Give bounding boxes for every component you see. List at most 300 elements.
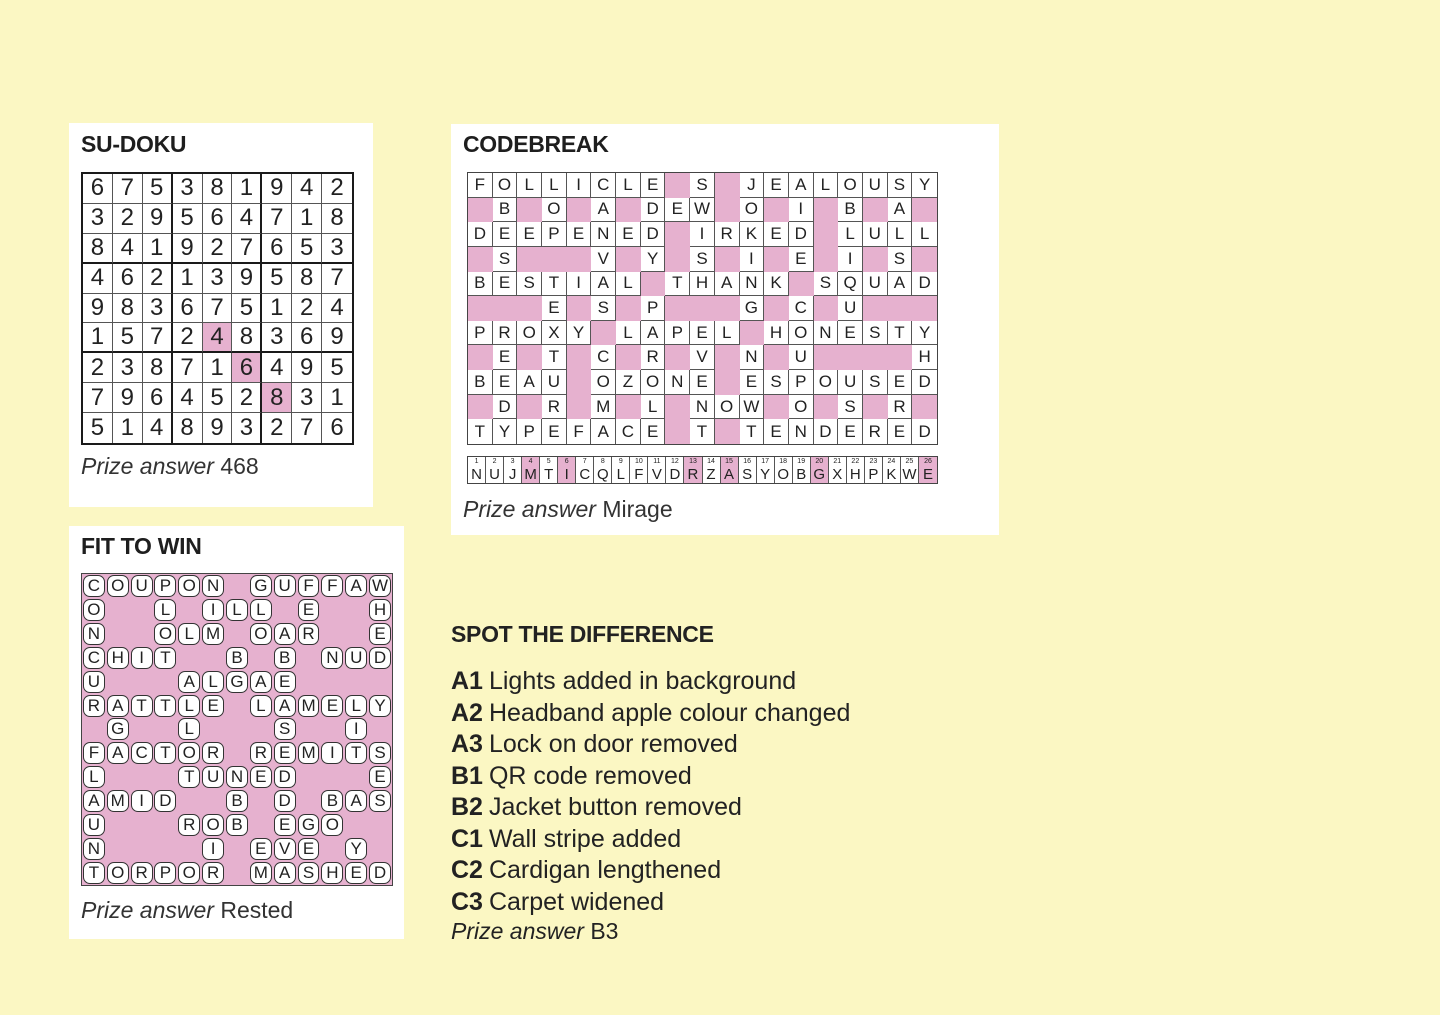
- codebreak-cell: K: [740, 222, 765, 247]
- codebreak-block: [591, 321, 616, 346]
- fit-to-win-letter: A: [250, 671, 272, 693]
- codebreak-cell: E: [641, 419, 666, 444]
- codebreak-cell: D: [912, 370, 937, 395]
- codebreak-cell: D: [493, 395, 518, 420]
- codebreak-block: [838, 345, 863, 370]
- fit-to-win-block: [297, 718, 321, 742]
- fit-to-win-letter: F: [298, 575, 320, 597]
- codebreak-cell: J: [740, 173, 765, 198]
- fit-to-win-letter: O: [202, 814, 224, 836]
- codebreak-cell: E: [542, 419, 567, 444]
- fit-to-win-letter: G: [298, 814, 320, 836]
- codebreak-cell: P: [789, 370, 814, 395]
- codebreak-cell: D: [641, 198, 666, 223]
- codebreak-key-number: 23: [869, 458, 878, 465]
- fit-to-win-cell: [106, 718, 130, 742]
- sudoku-grid: [81, 172, 354, 445]
- fit-to-win-block: [297, 646, 321, 670]
- sudoku-cell: 5: [232, 294, 262, 324]
- codebreak-cell: E: [616, 222, 641, 247]
- codebreak-cell: S: [863, 321, 888, 346]
- codebreak-cell: O: [641, 370, 666, 395]
- codebreak-cell: O: [838, 173, 863, 198]
- codebreak-cell: E: [888, 370, 913, 395]
- fit-to-win-block: [249, 789, 273, 813]
- fit-to-win-block: [130, 813, 154, 837]
- codebreak-block: [912, 296, 937, 321]
- sudoku-cell: 3: [322, 234, 352, 264]
- codebreak-cell: A: [888, 272, 913, 297]
- codebreak-block: [690, 296, 715, 321]
- fit-to-win-letter: U: [202, 766, 224, 788]
- codebreak-cell: F: [567, 419, 592, 444]
- codebreak-block: [764, 198, 789, 223]
- fit-to-win-letter: W: [369, 575, 391, 597]
- codebreak-key-letter: Y: [760, 466, 771, 483]
- fit-to-win-letter: N: [83, 838, 105, 860]
- fit-to-win-letter: N: [321, 647, 343, 669]
- fit-to-win-cell: [273, 789, 297, 813]
- codebreak-block: [814, 247, 839, 272]
- codebreak-cell: S: [690, 247, 715, 272]
- fit-to-win-cell: [154, 861, 178, 885]
- codebreak-cell: T: [888, 321, 913, 346]
- fit-to-win-letter: B: [274, 647, 296, 669]
- fit-to-win-block: [106, 765, 130, 789]
- prize-label: Prize answer: [81, 897, 214, 923]
- codebreak-cell: S: [814, 272, 839, 297]
- codebreak-cell: E: [542, 296, 567, 321]
- fit-to-win-cell: [297, 574, 321, 598]
- fit-to-win-letter: O: [178, 575, 200, 597]
- codebreak-cell: O: [740, 198, 765, 223]
- sudoku-cell: 5: [83, 413, 113, 443]
- fit-to-win-letter: E: [369, 766, 391, 788]
- prize-label: Prize answer: [81, 453, 214, 479]
- codebreak-cell: N: [665, 370, 690, 395]
- sudoku-cell: 6: [113, 264, 143, 294]
- codebreak-cell: S: [838, 395, 863, 420]
- codebreak-key-cell: [504, 457, 522, 483]
- codebreak-cell: R: [715, 222, 740, 247]
- codebreak-cell: I: [789, 198, 814, 223]
- sudoku-cell: 2: [292, 294, 322, 324]
- fit-to-win-cell: [273, 670, 297, 694]
- codebreak-key-cell: [648, 457, 666, 483]
- fit-to-win-cell: [177, 861, 201, 885]
- fit-to-win-cell: [368, 598, 392, 622]
- fit-to-win-cell: [297, 598, 321, 622]
- sudoku-cell: 2: [113, 204, 143, 234]
- codebreak-key-number: 1: [474, 458, 479, 465]
- codebreak-cell: D: [789, 222, 814, 247]
- fit-to-win-cell: [320, 741, 344, 765]
- spot-the-difference-item: [451, 792, 850, 824]
- difference-code: A3: [451, 730, 483, 758]
- fit-to-win-cell: [106, 861, 130, 885]
- codebreak-block: [665, 173, 690, 198]
- fit-to-win-cell: [297, 741, 321, 765]
- codebreak-cell: V: [591, 247, 616, 272]
- fit-to-win-letter: U: [274, 575, 296, 597]
- fit-to-win-block: [201, 789, 225, 813]
- codebreak-cell: E: [764, 173, 789, 198]
- fit-to-win-cell: [201, 765, 225, 789]
- codebreak-cell: E: [789, 247, 814, 272]
- codebreak-key-letter: Z: [706, 466, 716, 483]
- fit-to-win-cell: [249, 765, 273, 789]
- sudoku-cell: 2: [322, 174, 352, 204]
- codebreak-cell: Z: [616, 370, 641, 395]
- fit-to-win-block: [320, 670, 344, 694]
- sudoku-cell: 1: [113, 413, 143, 443]
- codebreak-cell: E: [493, 345, 518, 370]
- codebreak-key-letter: M: [524, 466, 537, 483]
- fit-to-win-letter: M: [202, 623, 224, 645]
- fit-to-win-letter: L: [178, 623, 200, 645]
- codebreak-cell: T: [542, 345, 567, 370]
- codebreak-grid: [467, 172, 938, 445]
- codebreak-cell: E: [740, 370, 765, 395]
- codebreak-key-number: 4: [528, 458, 533, 465]
- fit-to-win-cell: [177, 574, 201, 598]
- codebreak-block: [764, 296, 789, 321]
- codebreak-cell: L: [542, 173, 567, 198]
- fit-to-win-letter: L: [226, 599, 248, 621]
- sudoku-cell: 8: [83, 234, 113, 264]
- fit-to-win-cell: [177, 718, 201, 742]
- fit-to-win-letter: T: [345, 742, 367, 764]
- codebreak-cell: M: [591, 395, 616, 420]
- codebreak-cell: L: [888, 222, 913, 247]
- codebreak-key-cell: [919, 457, 937, 483]
- codebreak-cell: O: [814, 370, 839, 395]
- sudoku-cell: 3: [203, 264, 233, 294]
- codebreak-block: [888, 296, 913, 321]
- fit-to-win-block: [130, 718, 154, 742]
- fit-to-win-cell: [82, 670, 106, 694]
- sudoku-cell: 9: [292, 353, 322, 383]
- codebreak-cell: O: [517, 321, 542, 346]
- fit-to-win-letter: S: [369, 742, 391, 764]
- codebreak-key-letter: H: [849, 466, 861, 483]
- fit-to-win-letter: R: [202, 742, 224, 764]
- codebreak-cell: O: [493, 173, 518, 198]
- fit-to-win-block: [177, 789, 201, 813]
- fit-to-win-block: [130, 837, 154, 861]
- fit-to-win-cell: [106, 574, 130, 598]
- fit-to-win-block: [106, 670, 130, 694]
- codebreak-cell: R: [542, 395, 567, 420]
- fit-to-win-letter: C: [83, 575, 105, 597]
- sudoku-cell: 9: [173, 234, 203, 264]
- fit-to-win-cell: [368, 646, 392, 670]
- fit-to-win-cell: [249, 694, 273, 718]
- fit-to-win-block: [177, 646, 201, 670]
- sudoku-title: SU-DOKU: [81, 131, 187, 157]
- codebreak-cell: E: [493, 370, 518, 395]
- codebreak-block: [789, 272, 814, 297]
- codebreak-key-cell: [630, 457, 648, 483]
- sudoku-cell: 3: [143, 294, 173, 324]
- codebreak-cell: L: [814, 173, 839, 198]
- spot-the-difference-item: [451, 729, 850, 761]
- sudoku-cell: 2: [143, 264, 173, 294]
- codebreak-prize-answer: [463, 496, 673, 523]
- fit-to-win-letter: E: [250, 838, 272, 860]
- sudoku-cell: 9: [113, 383, 143, 413]
- fit-to-win-letter: E: [321, 695, 343, 717]
- fit-to-win-cell: [201, 598, 225, 622]
- fit-to-win-cell: [344, 861, 368, 885]
- fit-to-win-block: [177, 837, 201, 861]
- codebreak-block: [740, 321, 765, 346]
- sudoku-cell: 5: [322, 353, 352, 383]
- codebreak-cell: N: [814, 321, 839, 346]
- fit-to-win-cell: [249, 598, 273, 622]
- sudoku-cell: 7: [262, 204, 292, 234]
- fit-to-win-letter: F: [83, 742, 105, 764]
- fit-to-win-letter: L: [178, 695, 200, 717]
- codebreak-cell: U: [838, 296, 863, 321]
- fit-to-win-letter: D: [369, 647, 391, 669]
- fit-to-win-cell: [154, 741, 178, 765]
- fit-to-win-cell: [177, 813, 201, 837]
- codebreak-cell: I: [740, 247, 765, 272]
- codebreak-cell: Y: [912, 321, 937, 346]
- sudoku-prize-answer: [81, 453, 259, 480]
- codebreak-key-cell: [558, 457, 576, 483]
- codebreak-key-number: 22: [851, 458, 860, 465]
- fit-to-win-block: [106, 813, 130, 837]
- fit-to-win-block: [368, 670, 392, 694]
- fit-to-win-cell: [344, 837, 368, 861]
- difference-code: A1: [451, 667, 483, 695]
- sudoku-cell: 3: [83, 204, 113, 234]
- spot-the-difference-item: [451, 698, 850, 730]
- codebreak-block: [542, 247, 567, 272]
- codebreak-cell: A: [715, 272, 740, 297]
- fit-to-win-letter: D: [274, 790, 296, 812]
- sudoku-cell: 1: [83, 323, 113, 353]
- fit-to-win-letter: A: [107, 742, 129, 764]
- codebreak-cell: B: [493, 198, 518, 223]
- codebreak-key-letter: W: [902, 466, 917, 483]
- fit-to-win-cell: [249, 574, 273, 598]
- spot-the-difference-item: [451, 855, 850, 887]
- codebreak-block: [863, 345, 888, 370]
- sudoku-cell: 2: [83, 353, 113, 383]
- sudoku-cell: 4: [173, 383, 203, 413]
- codebreak-key-cell: [540, 457, 558, 483]
- fit-to-win-block: [130, 670, 154, 694]
- codebreak-key-number: 16: [743, 458, 751, 465]
- codebreak-key-letter: I: [564, 466, 569, 483]
- fit-to-win-block: [249, 646, 273, 670]
- sudoku-cell: 2: [232, 383, 262, 413]
- fit-to-win-cell: [273, 694, 297, 718]
- fit-to-win-letter: L: [83, 766, 105, 788]
- fit-to-win-block: [320, 598, 344, 622]
- fit-to-win-block: [320, 718, 344, 742]
- codebreak-key-number: 11: [653, 458, 661, 465]
- fit-to-win-letter: G: [107, 718, 129, 740]
- codebreak-cell: P: [517, 419, 542, 444]
- fit-to-win-cell: [273, 718, 297, 742]
- codebreak-cell: E: [764, 222, 789, 247]
- sudoku-cell: 1: [232, 174, 262, 204]
- difference-text: Headband apple colour changed: [488, 698, 851, 727]
- codebreak-key-cell: [811, 457, 829, 483]
- codebreak-block: [567, 198, 592, 223]
- spot-the-difference-item: [451, 887, 850, 919]
- codebreak-cell: I: [690, 222, 715, 247]
- codebreak-block: [814, 296, 839, 321]
- codebreak-key-number: 8: [600, 458, 605, 465]
- codebreak-key-number: 18: [779, 458, 788, 465]
- codebreak-block: [616, 198, 641, 223]
- fit-to-win-cell: [273, 646, 297, 670]
- codebreak-cell: T: [740, 419, 765, 444]
- fit-to-win-cell: [130, 861, 154, 885]
- codebreak-block: [641, 272, 666, 297]
- codebreak-key-letter: T: [544, 466, 554, 483]
- fit-to-win-cell: [344, 646, 368, 670]
- codebreak-key-cell: [576, 457, 594, 483]
- codebreak-cell: A: [517, 370, 542, 395]
- fit-to-win-letter: R: [298, 623, 320, 645]
- fit-to-win-cell: [273, 861, 297, 885]
- fit-to-win-cell: [225, 646, 249, 670]
- sudoku-cell: 7: [292, 413, 322, 443]
- codebreak-block: [517, 296, 542, 321]
- codebreak-key-cell: [793, 457, 811, 483]
- fit-to-win-letter: O: [250, 623, 272, 645]
- codebreak-key-letter: R: [687, 466, 699, 483]
- codebreak-key-letter: F: [634, 466, 644, 483]
- fit-to-win-block: [225, 718, 249, 742]
- codebreak-cell: E: [838, 419, 863, 444]
- fit-to-win-letter: T: [154, 742, 176, 764]
- fit-to-win-cell: [344, 574, 368, 598]
- codebreak-key-number: 21: [833, 458, 842, 465]
- fit-to-win-letter: E: [202, 695, 224, 717]
- fit-to-win-cell: [154, 789, 178, 813]
- difference-text: QR code removed: [488, 761, 692, 790]
- codebreak-cell: O: [789, 395, 814, 420]
- sudoku-cell: 4: [232, 204, 262, 234]
- fit-to-win-letter: B: [226, 790, 248, 812]
- codebreak-cell: I: [567, 272, 592, 297]
- fit-to-win-letter: L: [202, 671, 224, 693]
- codebreak-cell: I: [838, 247, 863, 272]
- spot-the-difference-title: SPOT THE DIFFERENCE: [451, 621, 714, 647]
- codebreak-cell: A: [888, 198, 913, 223]
- fit-to-win-block: [225, 837, 249, 861]
- fit-to-win-cell: [344, 789, 368, 813]
- fit-to-win-cell: [368, 789, 392, 813]
- fit-to-win-cell: [225, 813, 249, 837]
- fit-to-win-cell: [201, 670, 225, 694]
- codebreak-block: [715, 247, 740, 272]
- codebreak-cell: Y: [493, 419, 518, 444]
- fit-to-win-cell: [368, 765, 392, 789]
- codebreak-cell: L: [517, 173, 542, 198]
- fit-to-win-letter: T: [83, 862, 105, 884]
- codebreak-block: [567, 395, 592, 420]
- sudoku-cell: 7: [113, 174, 143, 204]
- sudoku-cell: 9: [203, 413, 233, 443]
- fit-to-win-letter: O: [154, 623, 176, 645]
- codebreak-cell: N: [789, 419, 814, 444]
- fit-to-win-cell: [249, 622, 273, 646]
- fit-to-win-letter: I: [131, 790, 153, 812]
- sudoku-cell: 3: [173, 174, 203, 204]
- fit-to-win-letter: R: [250, 742, 272, 764]
- fit-to-win-block: [344, 622, 368, 646]
- sudoku-cell: 9: [143, 204, 173, 234]
- codebreak-key-number: 25: [905, 458, 914, 465]
- fit-to-win-letter: T: [178, 766, 200, 788]
- codebreak-cell: L: [616, 321, 641, 346]
- sudoku-cell: 2: [262, 413, 292, 443]
- fit-to-win-letter: N: [83, 623, 105, 645]
- sudoku-cell: 1: [203, 353, 233, 383]
- codebreak-key-letter: J: [508, 466, 517, 483]
- codebreak-key-cell: [775, 457, 793, 483]
- fit-to-win-letter: U: [131, 575, 153, 597]
- fit-to-win-letter: A: [345, 790, 367, 812]
- codebreak-cell: S: [888, 247, 913, 272]
- codebreak-cell: T: [468, 419, 493, 444]
- sudoku-cell: 9: [232, 264, 262, 294]
- fit-to-win-cell: [177, 765, 201, 789]
- codebreak-key-cell: [847, 457, 865, 483]
- codebreak-cell: R: [493, 321, 518, 346]
- codebreak-block: [517, 198, 542, 223]
- fit-to-win-cell: [82, 646, 106, 670]
- codebreak-cell: A: [591, 419, 616, 444]
- codebreak-cell: Y: [567, 321, 592, 346]
- codebreak-cell: L: [912, 222, 937, 247]
- fit-to-win-cell: [82, 789, 106, 813]
- fit-to-win-block: [154, 670, 178, 694]
- fit-to-win-cell: [130, 574, 154, 598]
- fit-to-win-grid: [81, 573, 393, 886]
- fit-to-win-letter: S: [298, 862, 320, 884]
- sudoku-cell: 6: [173, 294, 203, 324]
- fit-to-win-cell: [201, 622, 225, 646]
- fit-to-win-letter: A: [107, 695, 129, 717]
- fit-to-win-letter: D: [154, 790, 176, 812]
- codebreak-key-cell: [739, 457, 757, 483]
- fit-to-win-letter: E: [369, 623, 391, 645]
- fit-to-win-cell: [249, 741, 273, 765]
- fit-to-win-letter: R: [202, 862, 224, 884]
- codebreak-cell: G: [740, 296, 765, 321]
- fit-to-win-letter: M: [298, 695, 320, 717]
- fit-to-win-letter: L: [250, 695, 272, 717]
- fit-to-win-block: [106, 622, 130, 646]
- codebreak-cell: O: [715, 395, 740, 420]
- codebreak-key-letter: S: [742, 466, 753, 483]
- sudoku-cell: 8: [113, 294, 143, 324]
- codebreak-cell: P: [665, 321, 690, 346]
- codebreak-cell: E: [567, 222, 592, 247]
- fit-to-win-cell: [154, 622, 178, 646]
- codebreak-cell: U: [789, 345, 814, 370]
- fit-to-win-cell: [273, 741, 297, 765]
